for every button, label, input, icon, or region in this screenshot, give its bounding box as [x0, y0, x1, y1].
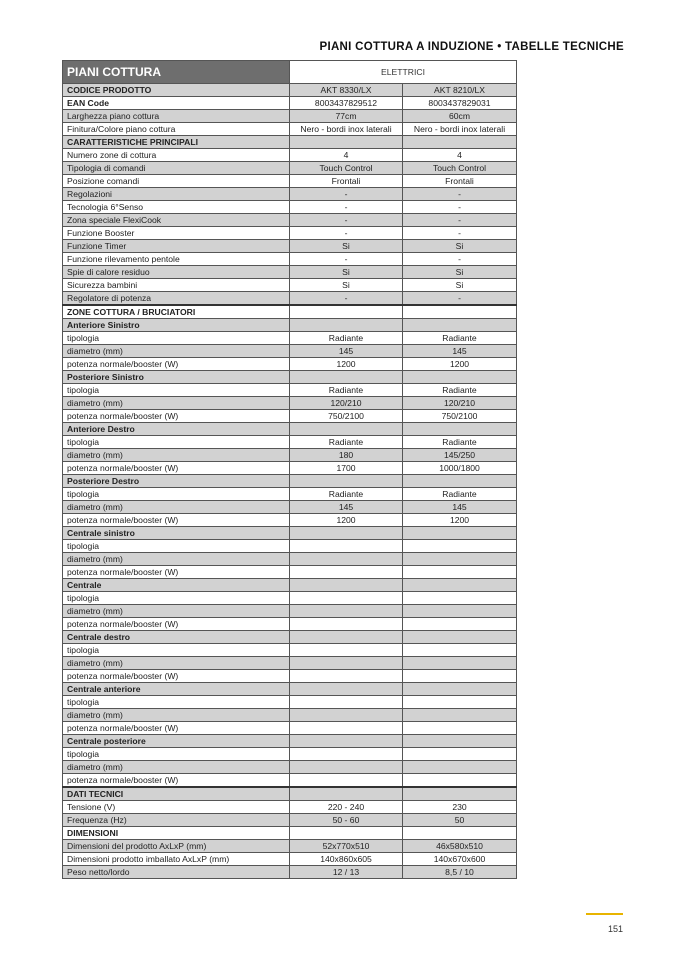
value-akt-8210 [403, 657, 517, 670]
row-label: tipologia [63, 540, 290, 553]
footer-accent-line [586, 913, 623, 915]
table-row [63, 748, 517, 761]
value-akt-8210 [403, 553, 517, 566]
value-akt-8330: 4 [290, 149, 403, 162]
table-row [63, 853, 517, 866]
value-akt-8210 [403, 709, 517, 722]
table-row [63, 735, 517, 748]
table-row [63, 162, 517, 175]
table-row [63, 436, 517, 449]
value-akt-8210: Frontali [403, 175, 517, 188]
table-row [63, 292, 517, 306]
row-label: Sicurezza bambini [63, 279, 290, 292]
value-akt-8330: 180 [290, 449, 403, 462]
table-row [63, 84, 517, 97]
table-row [63, 97, 517, 110]
row-label: Posteriore Destro [63, 475, 290, 488]
value-akt-8330 [290, 761, 403, 774]
page-number: 151 [607, 924, 623, 934]
value-akt-8210: - [403, 227, 517, 240]
table-row [63, 123, 517, 136]
value-akt-8330: 77cm [290, 110, 403, 123]
value-akt-8330 [290, 540, 403, 553]
value-akt-8210 [403, 827, 517, 840]
table-row [63, 462, 517, 475]
row-label: Regolatore di potenza [63, 292, 290, 306]
value-akt-8210: 145 [403, 345, 517, 358]
value-akt-8330: 1200 [290, 358, 403, 371]
page-header: PIANI COTTURA A INDUZIONE • TABELLE TECNICHE [319, 41, 624, 53]
table-row [63, 827, 517, 840]
value-akt-8210: - [403, 214, 517, 227]
row-label: potenza normale/booster (W) [63, 774, 290, 788]
row-label: diametro (mm) [63, 449, 290, 462]
table-row [63, 644, 517, 657]
value-akt-8210: Si [403, 279, 517, 292]
table-row [63, 801, 517, 814]
row-label: tipologia [63, 748, 290, 761]
table-row [63, 501, 517, 514]
value-akt-8330: - [290, 227, 403, 240]
value-akt-8330: Nero - bordi inox laterali [290, 123, 403, 136]
row-label: tipologia [63, 696, 290, 709]
value-akt-8210 [403, 761, 517, 774]
table-row [63, 787, 517, 801]
row-label: tipologia [63, 436, 290, 449]
table-row [63, 722, 517, 735]
row-label: CARATTERISTICHE PRINCIPALI [63, 136, 290, 149]
row-label: tipologia [63, 384, 290, 397]
value-akt-8210 [403, 696, 517, 709]
value-akt-8210: 1200 [403, 358, 517, 371]
value-akt-8210 [403, 644, 517, 657]
value-akt-8330 [290, 748, 403, 761]
value-akt-8210 [403, 371, 517, 384]
value-akt-8330 [290, 592, 403, 605]
row-label: tipologia [63, 488, 290, 501]
value-akt-8210: 230 [403, 801, 517, 814]
row-label: Centrale [63, 579, 290, 592]
value-akt-8210: 8003437829031 [403, 97, 517, 110]
table-row [63, 592, 517, 605]
table-row [63, 319, 517, 332]
value-akt-8210 [403, 722, 517, 735]
value-akt-8210: 1200 [403, 514, 517, 527]
value-akt-8210 [403, 566, 517, 579]
value-akt-8330: Radiante [290, 436, 403, 449]
table-row [63, 371, 517, 384]
row-label: potenza normale/booster (W) [63, 514, 290, 527]
table-row [63, 527, 517, 540]
value-akt-8330: 12 / 13 [290, 866, 403, 879]
row-label: tipologia [63, 644, 290, 657]
row-label: diametro (mm) [63, 761, 290, 774]
table-row [63, 410, 517, 423]
row-label: Funzione Booster [63, 227, 290, 240]
table-row [63, 605, 517, 618]
row-label: diametro (mm) [63, 605, 290, 618]
value-akt-8210: - [403, 188, 517, 201]
table-row [63, 384, 517, 397]
value-akt-8330 [290, 605, 403, 618]
row-label: Spie di calore residuo [63, 266, 290, 279]
row-label: tipologia [63, 332, 290, 345]
value-akt-8330 [290, 566, 403, 579]
value-akt-8210 [403, 592, 517, 605]
row-label: tipologia [63, 592, 290, 605]
table-row [63, 814, 517, 827]
table-row [63, 670, 517, 683]
row-label: Tipologia di comandi [63, 162, 290, 175]
row-label: Posteriore Sinistro [63, 371, 290, 384]
row-label: diametro (mm) [63, 397, 290, 410]
value-akt-8210: 120/210 [403, 397, 517, 410]
row-label: Peso netto/lordo [63, 866, 290, 879]
table-row [63, 253, 517, 266]
table-row [63, 449, 517, 462]
row-label: Tensione (V) [63, 801, 290, 814]
row-label: potenza normale/booster (W) [63, 358, 290, 371]
value-akt-8330: 140x860x605 [290, 853, 403, 866]
value-akt-8330 [290, 709, 403, 722]
value-akt-8210 [403, 605, 517, 618]
value-akt-8210: Radiante [403, 332, 517, 345]
value-akt-8330: - [290, 188, 403, 201]
value-akt-8330: 750/2100 [290, 410, 403, 423]
value-akt-8210: Radiante [403, 436, 517, 449]
row-label: Centrale destro [63, 631, 290, 644]
value-akt-8330 [290, 553, 403, 566]
value-akt-8330: Si [290, 279, 403, 292]
table-row [63, 761, 517, 774]
value-akt-8330: AKT 8330/LX [290, 84, 403, 97]
value-akt-8330: 1700 [290, 462, 403, 475]
value-akt-8330 [290, 787, 403, 801]
value-akt-8330: - [290, 201, 403, 214]
row-label: Funzione rilevamento pentole [63, 253, 290, 266]
table-row [63, 110, 517, 123]
group-label: ELETTRICI [290, 61, 517, 84]
value-akt-8210 [403, 735, 517, 748]
value-akt-8330: Radiante [290, 384, 403, 397]
value-akt-8210: Touch Control [403, 162, 517, 175]
table-row [63, 709, 517, 722]
value-akt-8330 [290, 722, 403, 735]
table-row [63, 475, 517, 488]
table-row [63, 553, 517, 566]
table-row [63, 305, 517, 319]
table-row [63, 683, 517, 696]
row-label: Numero zone di cottura [63, 149, 290, 162]
value-akt-8330: Si [290, 240, 403, 253]
value-akt-8210 [403, 670, 517, 683]
row-label: Centrale sinistro [63, 527, 290, 540]
value-akt-8330: 145 [290, 345, 403, 358]
value-akt-8210 [403, 683, 517, 696]
row-label: Regolazioni [63, 188, 290, 201]
row-label: diametro (mm) [63, 501, 290, 514]
value-akt-8210: AKT 8210/LX [403, 84, 517, 97]
table-row [63, 774, 517, 788]
row-label: diametro (mm) [63, 657, 290, 670]
row-label: Posizione comandi [63, 175, 290, 188]
row-label: Anteriore Sinistro [63, 319, 290, 332]
table-row [63, 618, 517, 631]
row-label: Frequenza (Hz) [63, 814, 290, 827]
value-akt-8330: - [290, 292, 403, 306]
value-akt-8330: 50 - 60 [290, 814, 403, 827]
value-akt-8210 [403, 136, 517, 149]
row-label: EAN Code [63, 97, 290, 110]
value-akt-8210 [403, 527, 517, 540]
value-akt-8330 [290, 774, 403, 788]
value-akt-8210: 145 [403, 501, 517, 514]
table-row [63, 136, 517, 149]
value-akt-8330: Touch Control [290, 162, 403, 175]
value-akt-8210 [403, 748, 517, 761]
value-akt-8210: 4 [403, 149, 517, 162]
table-row [63, 423, 517, 436]
value-akt-8330: Radiante [290, 332, 403, 345]
value-akt-8330 [290, 319, 403, 332]
value-akt-8210 [403, 423, 517, 436]
row-label: Anteriore Destro [63, 423, 290, 436]
table-row [63, 579, 517, 592]
row-label: Centrale anteriore [63, 683, 290, 696]
table-row [63, 840, 517, 853]
table-row [63, 540, 517, 553]
table-row [63, 175, 517, 188]
row-label: potenza normale/booster (W) [63, 618, 290, 631]
table-row [63, 188, 517, 201]
value-akt-8330 [290, 136, 403, 149]
value-akt-8210: 750/2100 [403, 410, 517, 423]
table-row [63, 397, 517, 410]
table-header-row [63, 61, 517, 84]
value-akt-8330 [290, 423, 403, 436]
row-label: Dimensioni prodotto imballato AxLxP (mm) [63, 853, 290, 866]
row-label: potenza normale/booster (W) [63, 566, 290, 579]
value-akt-8210: 50 [403, 814, 517, 827]
row-label: Finitura/Colore piano cottura [63, 123, 290, 136]
value-akt-8210: 145/250 [403, 449, 517, 462]
value-akt-8330 [290, 670, 403, 683]
value-akt-8210: 60cm [403, 110, 517, 123]
row-label: Funzione Timer [63, 240, 290, 253]
row-label: ZONE COTTURA / BRUCIATORI [63, 305, 290, 319]
value-akt-8210 [403, 631, 517, 644]
table-row [63, 488, 517, 501]
table-row [63, 266, 517, 279]
table-row [63, 657, 517, 670]
value-akt-8330: 220 - 240 [290, 801, 403, 814]
spec-table [62, 60, 517, 879]
value-akt-8330: Radiante [290, 488, 403, 501]
row-label: potenza normale/booster (W) [63, 670, 290, 683]
row-label: Tecnologia 6°Senso [63, 201, 290, 214]
table-row [63, 514, 517, 527]
row-label: diametro (mm) [63, 553, 290, 566]
table-row [63, 866, 517, 879]
value-akt-8330: 52x770x510 [290, 840, 403, 853]
table-row [63, 631, 517, 644]
value-akt-8330: Frontali [290, 175, 403, 188]
value-akt-8210: Radiante [403, 488, 517, 501]
table-title: PIANI COTTURA [63, 61, 290, 84]
value-akt-8210: - [403, 292, 517, 306]
value-akt-8330: 120/210 [290, 397, 403, 410]
row-label: potenza normale/booster (W) [63, 722, 290, 735]
value-akt-8210 [403, 319, 517, 332]
value-akt-8330 [290, 644, 403, 657]
table-row [63, 149, 517, 162]
value-akt-8330: - [290, 253, 403, 266]
value-akt-8210: 1000/1800 [403, 462, 517, 475]
value-akt-8210: 8,5 / 10 [403, 866, 517, 879]
value-akt-8330 [290, 618, 403, 631]
value-akt-8210: Si [403, 266, 517, 279]
value-akt-8210 [403, 540, 517, 553]
value-akt-8210: - [403, 201, 517, 214]
table-row [63, 214, 517, 227]
value-akt-8330 [290, 827, 403, 840]
table-row [63, 240, 517, 253]
value-akt-8330: 1200 [290, 514, 403, 527]
table-row [63, 345, 517, 358]
value-akt-8330 [290, 371, 403, 384]
row-label: DIMENSIONI [63, 827, 290, 840]
value-akt-8210 [403, 579, 517, 592]
value-akt-8210: Nero - bordi inox laterali [403, 123, 517, 136]
value-akt-8210: 140x670x600 [403, 853, 517, 866]
value-akt-8330: - [290, 214, 403, 227]
value-akt-8210: 46x580x510 [403, 840, 517, 853]
value-akt-8210 [403, 305, 517, 319]
value-akt-8210 [403, 475, 517, 488]
table-row [63, 332, 517, 345]
value-akt-8330: Si [290, 266, 403, 279]
value-akt-8330 [290, 305, 403, 319]
value-akt-8330 [290, 657, 403, 670]
table-row [63, 279, 517, 292]
row-label: Zona speciale FlexiCook [63, 214, 290, 227]
value-akt-8330 [290, 579, 403, 592]
value-akt-8330 [290, 683, 403, 696]
row-label: CODICE PRODOTTO [63, 84, 290, 97]
table-row [63, 566, 517, 579]
row-label: DATI TECNICI [63, 787, 290, 801]
row-label: potenza normale/booster (W) [63, 410, 290, 423]
value-akt-8330: 8003437829512 [290, 97, 403, 110]
value-akt-8210: Radiante [403, 384, 517, 397]
value-akt-8330 [290, 475, 403, 488]
table-row [63, 227, 517, 240]
table-row [63, 358, 517, 371]
value-akt-8330 [290, 631, 403, 644]
row-label: potenza normale/booster (W) [63, 462, 290, 475]
table-row [63, 201, 517, 214]
value-akt-8330 [290, 735, 403, 748]
row-label: Larghezza piano cottura [63, 110, 290, 123]
row-label: diametro (mm) [63, 709, 290, 722]
value-akt-8210 [403, 787, 517, 801]
value-akt-8210 [403, 774, 517, 788]
value-akt-8330 [290, 527, 403, 540]
value-akt-8210: Si [403, 240, 517, 253]
table-row [63, 696, 517, 709]
value-akt-8330 [290, 696, 403, 709]
row-label: diametro (mm) [63, 345, 290, 358]
row-label: Centrale posteriore [63, 735, 290, 748]
value-akt-8210: - [403, 253, 517, 266]
value-akt-8210 [403, 618, 517, 631]
row-label: Dimensioni del prodotto AxLxP (mm) [63, 840, 290, 853]
value-akt-8330: 145 [290, 501, 403, 514]
